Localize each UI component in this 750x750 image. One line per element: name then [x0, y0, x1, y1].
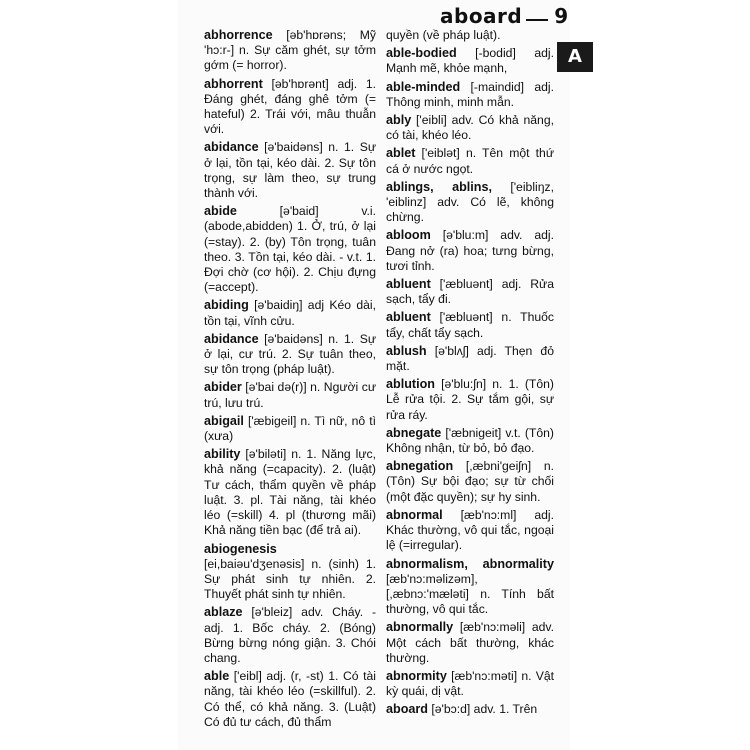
definition: ['eiblət] n. Tên một thứ cá ở nước ngọt.	[386, 146, 554, 176]
dictionary-entry	[386, 80, 554, 110]
headword: abide	[204, 204, 237, 219]
dictionary-entry	[386, 46, 554, 76]
definition: [ə'baidəns] n. 1. Sự ở lại, tồn tại, kéo dài. 2. Sự tôn trọng, sự làm theo, sự trung thành với.	[204, 140, 376, 201]
dictionary-entry	[204, 28, 376, 74]
right-column	[386, 28, 554, 721]
headword: abidance	[204, 140, 259, 155]
dictionary-entry	[204, 605, 376, 666]
dictionary-entry	[204, 414, 376, 444]
headword: abigail	[204, 413, 244, 428]
headword: aboard	[386, 702, 428, 717]
definition: [ə'baidəns] n. 1. Sự ở lại, cư trú. 2. Sự tuân theo, sự tôn trọng (pháp luật).	[204, 331, 376, 377]
left-column	[204, 28, 376, 733]
guide-word: aboard	[440, 4, 523, 28]
dictionary-entry	[386, 669, 554, 699]
definition: [ə'blu:ʃn] n. 1. (Tôn) Lễ rửa tội. 2. Sự tắm gội, sự rửa ráy.	[386, 377, 554, 422]
headword: able-bodied	[386, 46, 457, 61]
dictionary-entry	[204, 447, 376, 538]
dictionary-entry	[204, 204, 376, 295]
definition: [æb'nɔ:məli] adv. Một cách bất thường, khác thường.	[386, 620, 554, 665]
headword: ablet	[386, 146, 416, 161]
definition: ['æbluənt] adj. Rửa sạch, tẩy đi.	[386, 277, 554, 307]
headword: able-minded	[386, 79, 461, 94]
dictionary-entry	[386, 228, 554, 274]
headword: abloom	[386, 228, 431, 243]
headword: ablaze	[204, 605, 243, 620]
definition: [əb'hɒrənt] adj. 1. Đáng ghét, đáng ghê tởm (= hateful) 2. Trái với, mâu thuẫn với.	[204, 76, 376, 137]
page-number: 9	[554, 4, 569, 28]
headword: ablush	[386, 343, 427, 358]
dictionary-entry	[386, 180, 554, 226]
definition: [æb'nɔ:məti] n. Vật kỳ quái, dị vật.	[386, 668, 554, 699]
definition: [-maindid] adj. Thông minh, minh mẫn.	[386, 79, 554, 109]
definition: [,æbni'geiʃn] n. (Tôn) Sự bội đạo; sự từ chối (một đặc quyền); sự hy sinh.	[386, 459, 554, 504]
definition: [əb'hɒrəns; Mỹ 'hɔ:r-] n. Sự căm ghét, sự tởm gớm (= horror).	[204, 28, 376, 73]
dictionary-entry	[204, 542, 376, 603]
dictionary-entry	[386, 620, 554, 666]
dictionary-entry	[386, 146, 554, 176]
definition: [ə'bai də(r)] n. Người cư trú, lưu trú.	[204, 380, 376, 410]
headword: ably	[386, 113, 412, 128]
headword: abiding	[204, 298, 249, 313]
definition: ['æbluənt] n. Thuốc tẩy, chất tẩy sạch.	[386, 310, 554, 340]
dictionary-entry	[386, 557, 554, 618]
dictionary-entry	[386, 310, 554, 340]
headword: abiogenesis	[204, 541, 277, 556]
dictionary-entry	[386, 277, 554, 307]
headword: abnormally	[386, 620, 454, 635]
headword: abnormalism, abnormality	[386, 556, 554, 571]
headword: abnormity	[386, 668, 447, 683]
headword: abluent	[386, 277, 431, 292]
headword: abnegate	[386, 425, 442, 440]
dictionary-entry	[386, 113, 554, 143]
headword: abnegation	[386, 459, 454, 474]
dictionary-entry	[386, 508, 554, 554]
headword: abidance	[204, 331, 259, 346]
dictionary-entry	[386, 702, 554, 717]
continued-text: quyền (về pháp luật).	[386, 28, 501, 42]
headword: abider	[204, 380, 242, 395]
headword: able	[204, 669, 230, 684]
definition: ['eibl] adj. (r, -st) 1. Có tài năng, tài khéo léo (=skillful). 2. Có thể, có khả năng. 3. (Luật) Có đủ tư cách, đủ thẩm	[204, 669, 376, 729]
dictionary-entry	[204, 298, 376, 328]
definition: ['æbigeil] n. Tì nữ, nô tì (xưa)	[204, 413, 376, 444]
dictionary-entry	[386, 377, 554, 423]
definition: [ə'bɔ:d] adv. 1. Trên	[428, 702, 538, 717]
definition: [ə'blu:m] adv. adj. Đang nở (ra) hoa; tưng bừng, tươi tỉnh.	[386, 228, 554, 273]
definition: [ə'biləti] n. 1. Năng lực, khả năng (=capacity). 2. (luật) Tư cách, thẩm quyền về pháp luật. 3. pl. Tài năng, tài khéo léo (=skill) 4. pl (thương mãi) Khả năng tiền bạc (để trả ai).	[204, 447, 376, 538]
dictionary-entry	[204, 380, 376, 410]
headword: abhorrent	[204, 76, 263, 91]
dictionary-entry	[204, 332, 376, 378]
definition: [ə'baidiŋ] adj Kéo dài, tồn tại, vĩnh cửu.	[204, 298, 376, 328]
definition: ['eibliŋz, 'eiblinz] adv. Có lẽ, không chừng.	[386, 179, 554, 225]
definition: ['eibli] adv. Có khả năng, có tài, khéo léo.	[386, 113, 554, 143]
definition: [æb'nɔ:ml] adj. Khác thường, vô qui tắc, ngoại lệ (=irregular).	[386, 507, 554, 553]
letter-thumb-tab: A	[557, 42, 593, 72]
headword: abnormal	[386, 507, 443, 522]
dictionary-entry	[204, 669, 376, 730]
dictionary-entry	[386, 459, 554, 505]
definition: [-bodid] adj. Mạnh mẽ, khỏe mạnh,	[386, 46, 554, 76]
definition: [æb'nɔ:məlizəm], [,æbnɔ:'mæləti] n. Tính bất thường, vô qui tắc.	[386, 571, 554, 617]
definition: [ei,baiəu'dʒenəsis] n. (sinh) 1. Sự phát sinh tự nhiên. 2. Thuyết phát sinh tự nhiên.	[204, 556, 376, 602]
headword: ablings, ablins,	[386, 179, 492, 194]
dictionary-entry	[386, 344, 554, 374]
headword: abhorrence	[204, 28, 273, 42]
dictionary-entry	[204, 140, 376, 201]
definition: [ə'bleiz] adv. Cháy. - adj. 1. Bốc cháy. 2. (Bóng) Bừng bừng nóng giận. 3. Chói chang.	[204, 605, 376, 665]
dictionary-entry	[386, 426, 554, 456]
dictionary-entry	[204, 77, 376, 138]
definition: [ə'baid] v.i. (abode,abidden) 1. Ở, trú, ở lại (=stay). 2. (by) Tôn trọng, tuân theo. 3. Tồn tại, kéo dài. - v.t. 1. Đợi chờ (cơ hội). 2. Chịu đựng (=accept).	[204, 204, 376, 295]
page-header	[440, 4, 569, 28]
headword: ablution	[386, 377, 435, 392]
definition: ['æbnigeit] v.t. (Tôn) Không nhận, từ bỏ, bỏ đạo.	[386, 425, 554, 456]
header-rule	[526, 19, 548, 21]
headword: abluent	[386, 310, 431, 325]
headword: ability	[204, 447, 241, 462]
definition: [ə'blʌʃ] adj. Thẹn đỏ mặt.	[386, 343, 554, 374]
